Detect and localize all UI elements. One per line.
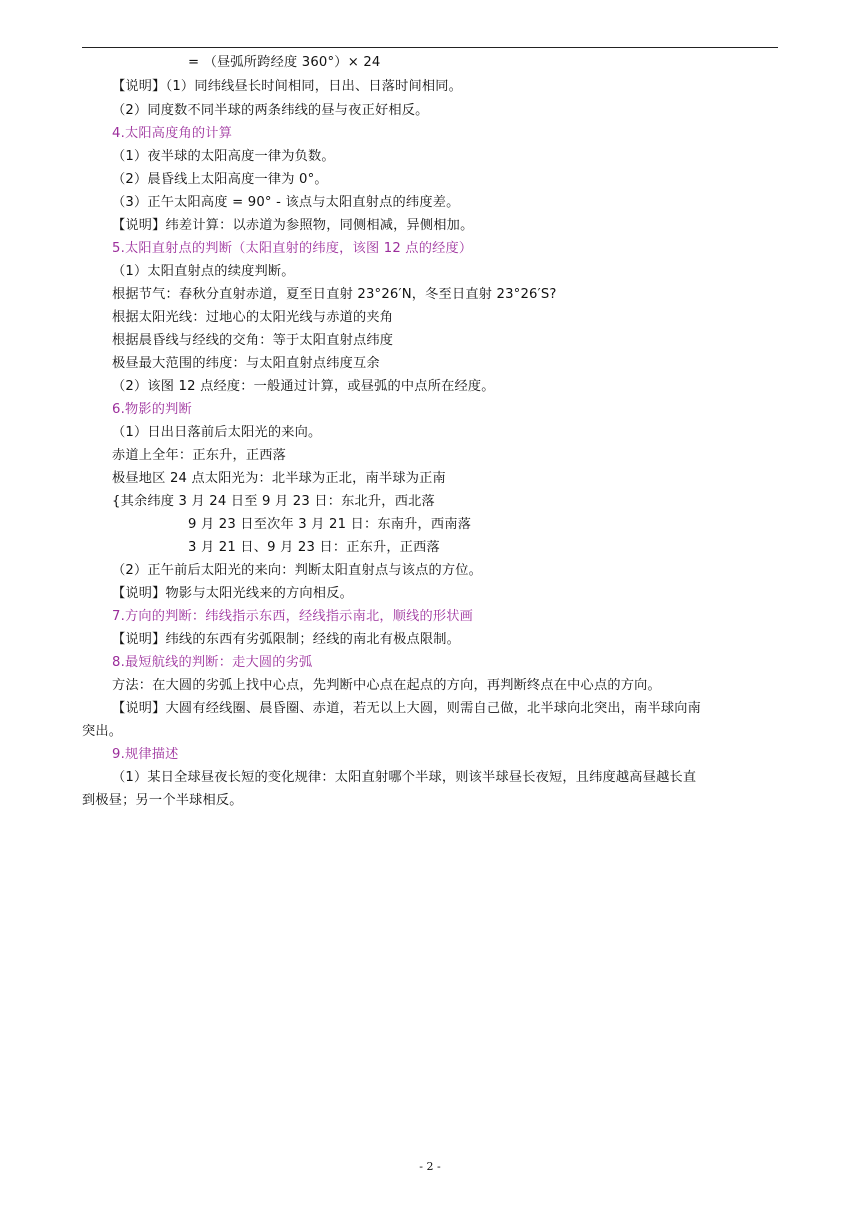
note-line: 【说明】纬线的东西有劣弧限制；经线的南北有极点限制。 (112, 632, 461, 647)
text-line: {其余纬度 3 月 24 日至 9 月 23 日：东北升，西北落 (112, 494, 435, 509)
formula-line: = （昼弧所跨经度 360°）× 24 (188, 55, 381, 70)
text-line: 方法：在大圆的劣弧上找中心点，先判断中心点在起点的方向，再判断终点在中心点的方向。 (112, 678, 661, 693)
header-rule (82, 47, 778, 48)
section-heading-5: 5.太阳直射点的判断（太阳直射的纬度，该图 12 点的经度） (112, 241, 473, 256)
text-line: 9 月 23 日至次年 3 月 21 日：东南升，西南落 (188, 517, 472, 532)
text-line: （2）该图 12 点经度：一般通过计算，或昼弧的中点所在经度。 (112, 379, 495, 394)
text-line: 突出。 (82, 724, 123, 739)
section-heading-7: 7.方向的判断：纬线指示东西，经线指示南北，顺线的形状画 (112, 609, 474, 624)
text-line: 极昼地区 24 点太阳光为：北半球为正北，南半球为正南 (112, 471, 446, 486)
text-line: （2）同度数不同半球的两条纬线的昼与夜正好相反。 (112, 103, 429, 118)
section-heading-4: 4.太阳高度角的计算 (112, 126, 233, 141)
text-line: 根据太阳光线：过地心的太阳光线与赤道的夹角 (112, 310, 394, 325)
text-line: （3）正午太阳高度 = 90° - 该点与太阳直射点的纬度差。 (112, 195, 460, 210)
section-heading-6: 6.物影的判断 (112, 402, 192, 417)
text-line: 根据晨昏线与经线的交角：等于太阳直射点纬度 (112, 333, 394, 348)
text-line: 赤道上全年：正东升，正西落 (112, 448, 287, 463)
text-line: （2）正午前后太阳光的来向：判断太阳直射点与该点的方位。 (112, 563, 483, 578)
note-line: 【说明】纬差计算：以赤道为参照物，同侧相减，异侧相加。 (112, 218, 474, 233)
text-line: 极昼最大范围的纬度：与太阳直射点纬度互余 (112, 356, 380, 371)
text-line: 3 月 21 日、9 月 23 日：正东升，正西落 (188, 540, 440, 555)
note-line: 【说明】大圆有经线圈、晨昏圈、赤道，若无以上大圆，则需自己做，北半球向北突出，南半球向南 (112, 701, 702, 716)
note-line: 【说明】物影与太阳光线来的方向相反。 (112, 586, 353, 601)
text-line: 到极昼；另一个半球相反。 (82, 793, 243, 808)
text-line: （1）日出日落前后太阳光的来向。 (112, 425, 322, 440)
text-line: （1）某日全球昼夜长短的变化规律：太阳直射哪个半球，则该半球昼长夜短，且纬度越高昼越长直 (112, 770, 697, 785)
text-line: （1）夜半球的太阳高度一律为负数。 (112, 149, 335, 164)
text-line: （1）太阳直射点的续度判断。 (112, 264, 295, 279)
text-line: 根据节气：春秋分直射赤道，夏至日直射 23°26′N，冬至日直射 23°26′S? (112, 287, 557, 302)
page-number: - 2 - (419, 1160, 441, 1173)
note-line: 【说明】（1）同纬线昼长时间相同，日出、日落时间相同。 (112, 79, 463, 94)
text-line: （2）晨昏线上太阳高度一律为 0°。 (112, 172, 328, 187)
section-heading-9: 9.规律描述 (112, 747, 179, 762)
section-heading-8: 8.最短航线的判断：走大圆的劣弧 (112, 655, 313, 670)
